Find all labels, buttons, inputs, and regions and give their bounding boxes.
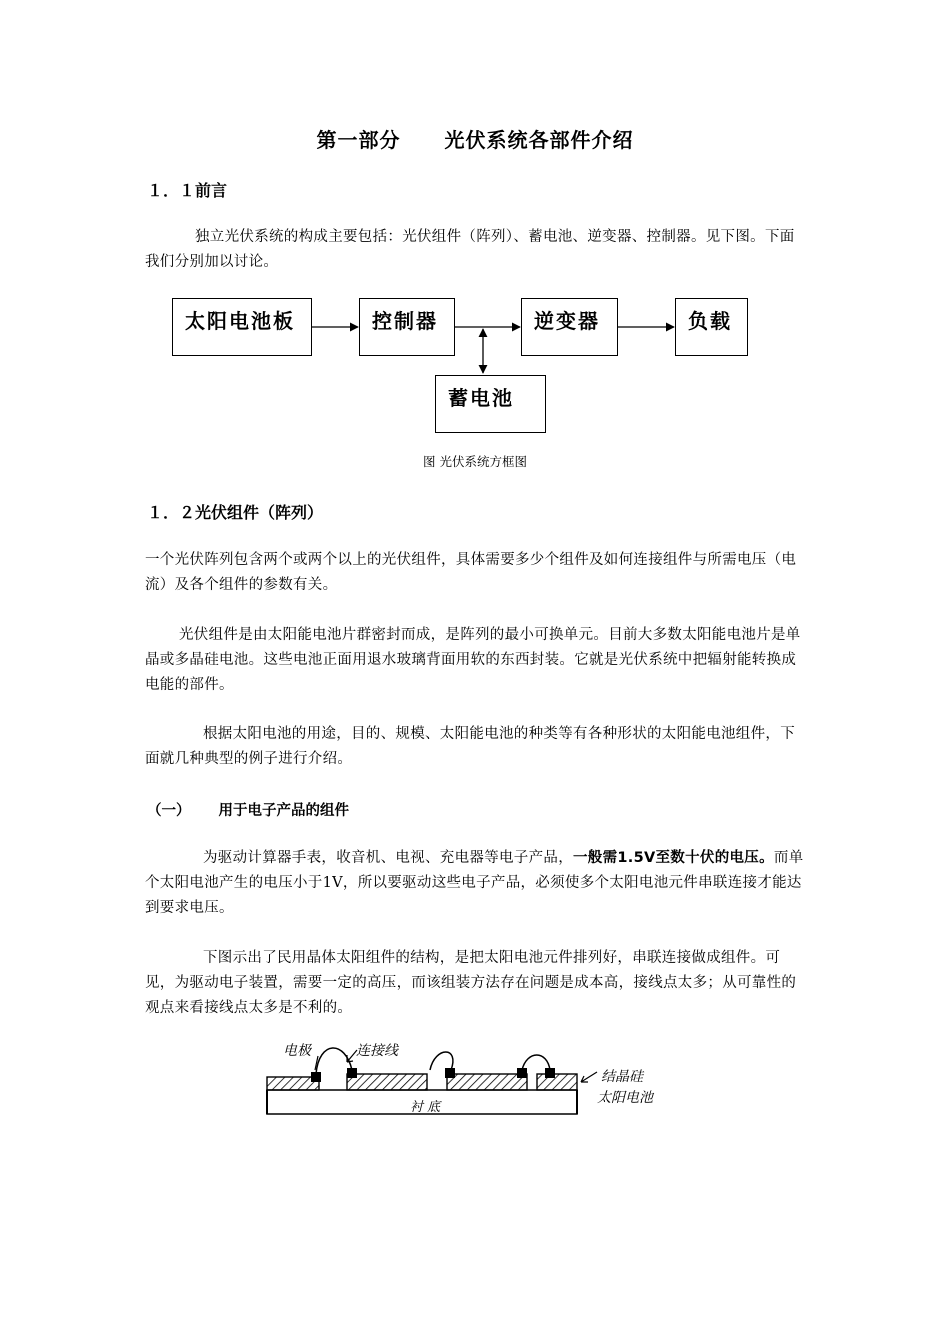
subsection-heading: （一） 用于电子产品的组件: [147, 803, 349, 819]
box-solar-panel: 太阳电池板: [172, 298, 312, 356]
label-substrate: 衬 底: [410, 1100, 441, 1115]
title-part: 第一部分: [316, 128, 401, 152]
label-electrode: 电极: [283, 1043, 311, 1059]
diagram-caption: 图 光伏系统方框图: [423, 454, 527, 469]
title-name: 光伏系统各部件介绍: [444, 128, 634, 152]
box-load: 负载: [675, 298, 748, 356]
paragraph-structure: 下图示出了民用晶体太阳组件的结构，是把太阳电池元件排列好，串联连接做成组件。可见，为驱动电子装置，需要一定的高压，而该组装方法存在问题是成本高，接线点太多；从可靠性的观点来看接线点太多是不利的。: [145, 950, 797, 1016]
diagram-arrows: [0, 0, 950, 460]
paragraph-module: 光伏组件是由太阳能电池片群密封而成，是阵列的最小可换单元。目前大多数太阳能电池片是单晶或多晶硅电池。这些电池正面用退水玻璃背面用软的东西封装。它就是光伏系统中把辐射能转换成电能的部件。: [145, 627, 801, 693]
box-controller: 控制器: [359, 298, 455, 356]
section-heading-1-2: １．２光伏组件（阵列）: [147, 503, 324, 522]
paragraph-electronics: 为驱动计算器手表，收音机、电视、充电器等电子产品，一般需1.5V至数十伏的电压。而单个太阳电池产生的电压小于1V，所以要驱动这些电子产品，必须使多个太阳电池元件串联连接才能达到要求电压。: [145, 850, 804, 916]
label-cell-line1: 结晶硅: [601, 1069, 643, 1085]
paragraph-types: 根据太阳电池的用途，目的、规模、太阳能电池的种类等有各种形状的太阳能电池组件，下面就几种典型的例子进行介绍。: [145, 726, 795, 767]
box-inverter: 逆变器: [521, 298, 618, 356]
paragraph-intro: 独立光伏系统的构成主要包括：光伏组件（阵列）、蓄电池、逆变器、控制器。见下图。下面我们分别加以讨论。: [145, 229, 795, 270]
paragraph-array: 一个光伏阵列包含两个或两个以上的光伏组件，具体需要多少个组件及如何连接组件与所需电压（电流）及各个组件的参数有关。: [145, 552, 797, 593]
section-heading-1-1: １．１前言: [147, 181, 228, 200]
box-battery: 蓄电池: [435, 375, 546, 433]
label-cell-line2: 太阳电池: [597, 1090, 653, 1106]
label-wire: 连接线: [356, 1043, 398, 1059]
